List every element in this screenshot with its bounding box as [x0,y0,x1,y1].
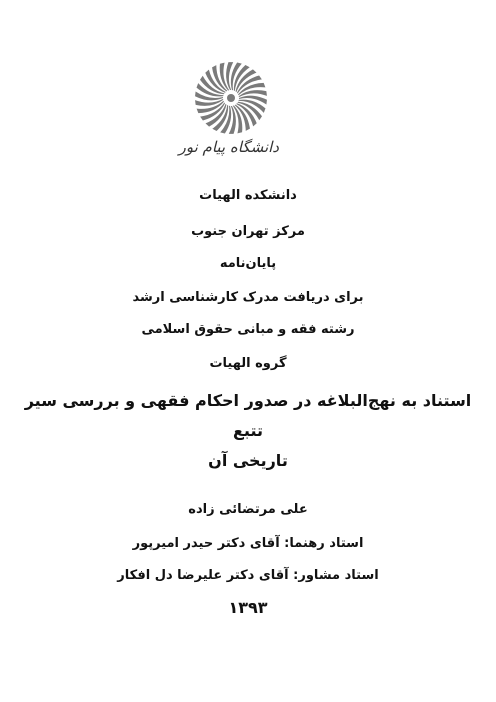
faculty-name: دانشکده الهیات [199,188,297,203]
major-name: رشته فقه و مبانی حقوق اسلامی [141,322,355,337]
sunburst-center [227,94,235,102]
sunburst-ray [212,65,227,91]
document-type: پایان‌نامه [219,256,277,271]
degree-purpose: برای دریافت مدرک کارشناسی ارشد [132,290,364,305]
thesis-title [20,386,476,476]
advisor: استاد مشاور: آقای دکتر علیرضا دل افکار [117,568,379,583]
university-logo [178,58,279,170]
department-name: گروه الهیات [209,356,287,371]
year: ۱۳۹۳ [228,598,268,617]
sunburst-icon [183,58,279,138]
sunburst-ray [235,105,250,131]
supervisor: استاد رهنما: آقای دکتر حیدر امیرپور [132,536,364,551]
center-name: مرکز تهران جنوب [191,224,305,239]
thesis-title-line-1: استناد به نهج‌البلاغه در صدور احکام فقهی و بررسی سیر تتبع [24,391,472,440]
author-name: علی مرتضائی زاده [188,502,308,517]
thesis-title-line-2: تاریخی آن [208,451,288,470]
logo-text: دانشگاه پیام نور [178,138,279,156]
